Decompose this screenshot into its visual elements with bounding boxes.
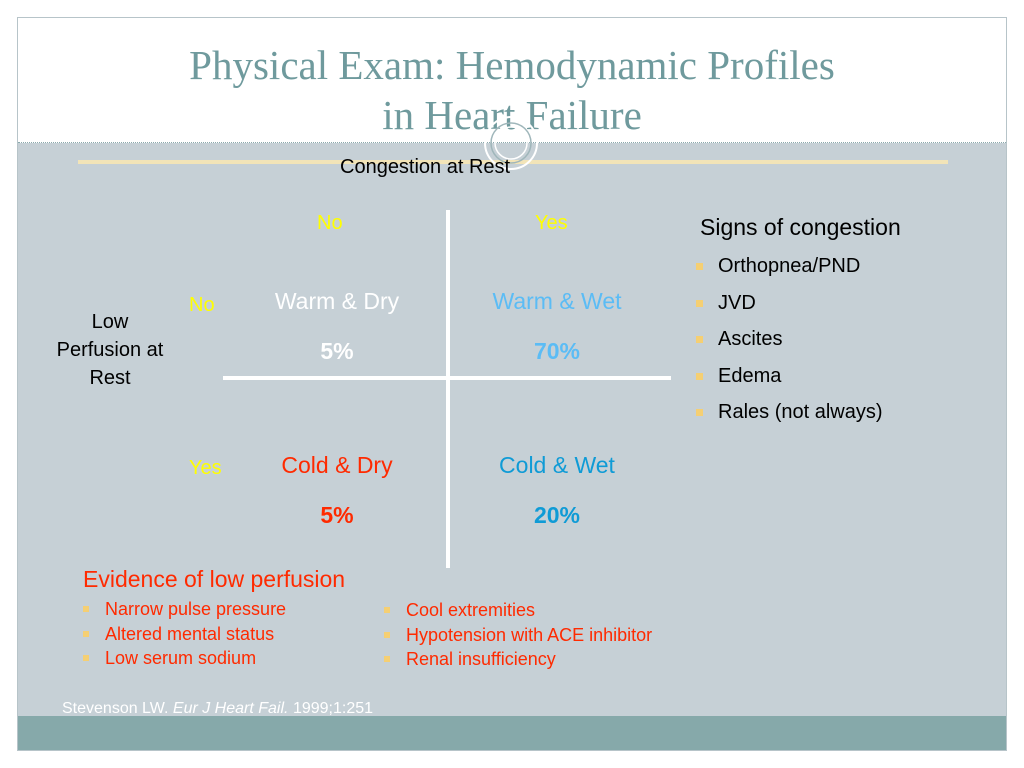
cold-wet-label: Cold & Wet bbox=[499, 452, 615, 478]
list-item-text: Low serum sodium bbox=[105, 648, 257, 668]
grid-vertical-divider bbox=[446, 210, 450, 568]
square-bullet-icon bbox=[384, 607, 390, 613]
list-item bbox=[696, 285, 883, 322]
list-item bbox=[696, 394, 883, 431]
cold-dry-label: Cold & Dry bbox=[281, 452, 393, 478]
list-item bbox=[83, 622, 286, 647]
warm-wet-label: Warm & Wet bbox=[492, 288, 622, 314]
list-item-text: Orthopnea/PND bbox=[718, 255, 861, 277]
slide-title-line-2: in Heart Failure bbox=[382, 92, 642, 138]
square-bullet-icon bbox=[696, 373, 703, 380]
square-bullet-icon bbox=[384, 632, 390, 638]
list-item bbox=[384, 598, 652, 623]
list-item-text: Rales (not always) bbox=[718, 401, 883, 423]
cold-dry-percent: 5% bbox=[320, 502, 354, 528]
citation-details: 1999;1:251 bbox=[292, 700, 374, 717]
grid-horizontal-divider bbox=[223, 376, 671, 380]
list-item bbox=[83, 646, 286, 671]
perfusion-no-label: No bbox=[189, 294, 215, 316]
list-item-text: Hypotension with ACE inhibitor bbox=[406, 624, 653, 645]
list-item-text: Ascites bbox=[718, 328, 783, 350]
list-item bbox=[384, 647, 652, 672]
warm-wet-percent: 70% bbox=[533, 338, 581, 364]
footer-bar bbox=[18, 716, 1006, 751]
congestion-yes-label: Yes bbox=[535, 212, 568, 234]
list-item-text: Altered mental status bbox=[105, 623, 275, 644]
congestion-axis-title: Congestion at Rest bbox=[340, 156, 511, 178]
list-item bbox=[83, 597, 286, 622]
citation-journal: Eur J Heart Fail. bbox=[172, 700, 289, 717]
square-bullet-icon bbox=[696, 300, 703, 307]
list-item-text: Renal insufficiency bbox=[406, 649, 556, 669]
evidence-list-left bbox=[83, 597, 286, 671]
warm-dry-label: Warm & Dry bbox=[274, 288, 400, 314]
perfusion-axis-title: Low Perfusion at Rest bbox=[56, 311, 164, 389]
cold-wet-percent: 20% bbox=[533, 502, 581, 528]
citation bbox=[62, 700, 373, 718]
perfusion-yes-label: Yes bbox=[189, 457, 222, 479]
congestion-no-label: No bbox=[317, 212, 343, 234]
list-item bbox=[384, 623, 652, 648]
square-bullet-icon bbox=[83, 655, 89, 661]
square-bullet-icon bbox=[696, 336, 703, 343]
square-bullet-icon bbox=[384, 656, 390, 662]
list-item-text: Edema bbox=[718, 364, 782, 387]
square-bullet-icon bbox=[83, 606, 89, 612]
evidence-of-low-perfusion-heading: Evidence of low perfusion bbox=[83, 566, 346, 592]
list-item bbox=[696, 248, 883, 285]
list-item-text: Narrow pulse pressure bbox=[105, 599, 287, 619]
citation-author: Stevenson LW. bbox=[62, 700, 169, 717]
slide-title-line-1: Physical Exam: Hemodynamic Profiles bbox=[189, 42, 835, 88]
evidence-list-right bbox=[384, 598, 652, 672]
square-bullet-icon bbox=[696, 409, 703, 416]
list-item-text: Cool extremities bbox=[406, 600, 536, 620]
list-item bbox=[696, 321, 883, 358]
warm-dry-percent: 5% bbox=[320, 338, 354, 364]
signs-of-congestion-list bbox=[696, 248, 883, 431]
square-bullet-icon bbox=[696, 263, 703, 270]
signs-of-congestion-heading: Signs of congestion bbox=[700, 214, 901, 240]
list-item-text: JVD bbox=[718, 291, 756, 314]
list-item bbox=[696, 358, 883, 395]
square-bullet-icon bbox=[83, 631, 89, 637]
